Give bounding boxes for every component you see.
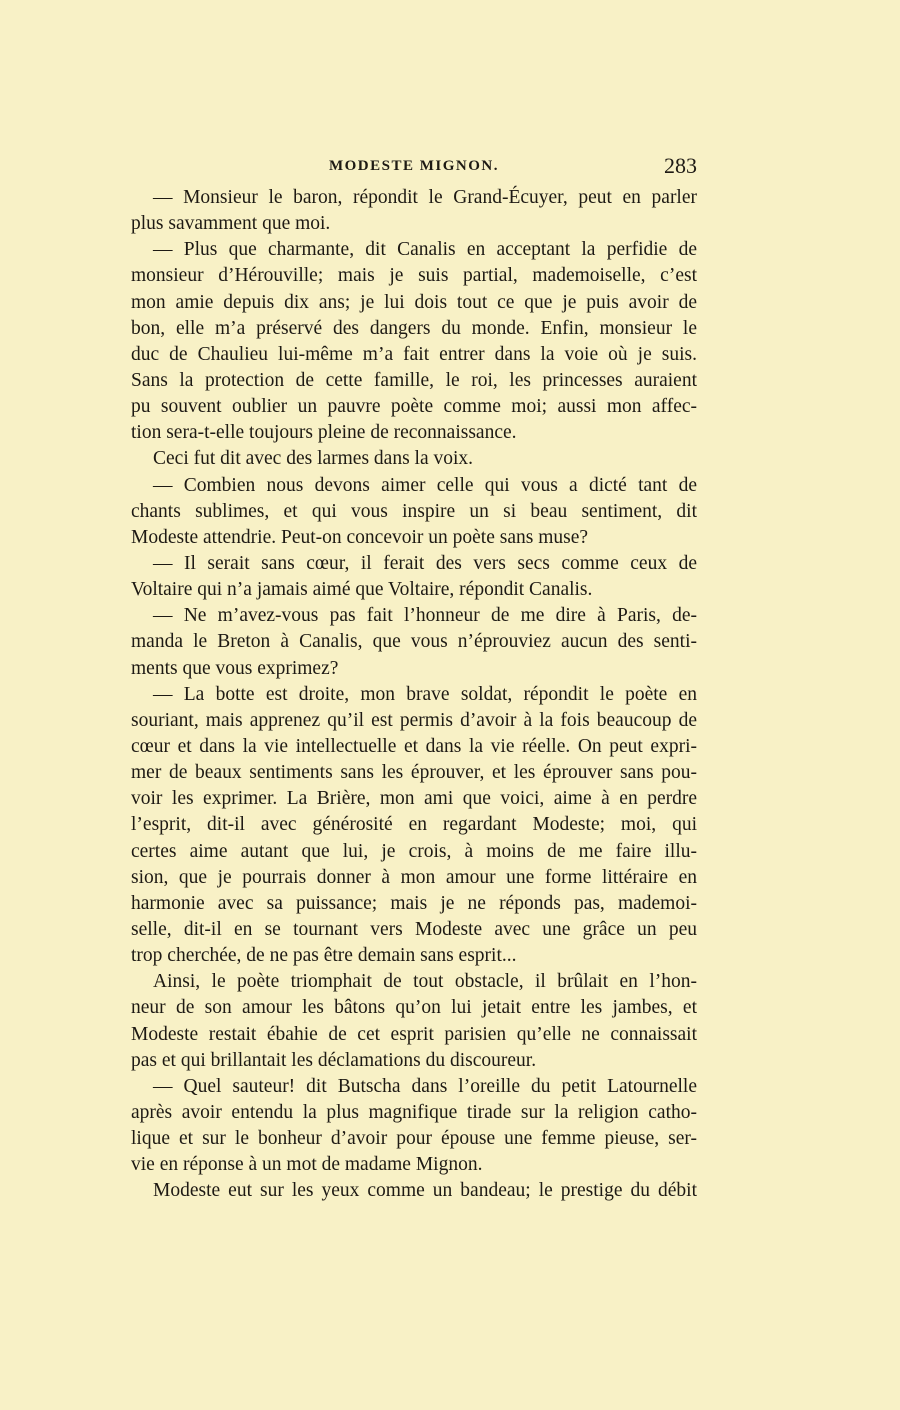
text-line: — Combien nous devons aimer celle qui vous a dicté tant de: [153, 474, 697, 496]
text-line: Voltaire qui n’a jamais aimé que Voltaire, répondit Canalis.: [131, 579, 593, 601]
text-line: plus savamment que moi.: [131, 213, 331, 235]
text-line: vie en réponse à un mot de madame Mignon.: [131, 1154, 483, 1176]
text-line: Modeste eut sur les yeux comme un bandeau; le prestige du débit: [153, 1180, 697, 1202]
text-line: lique et sur le bonheur d’avoir pour épouse une femme pieuse, ser-: [131, 1128, 697, 1150]
text-line: Modeste attendrie. Peut-on concevoir un poète sans muse?: [131, 526, 589, 548]
text-line: Ceci fut dit avec des larmes dans la voix.: [153, 448, 474, 470]
text-line: tion sera-t-elle toujours pleine de reconnaissance.: [131, 422, 517, 444]
running-header: [131, 155, 697, 181]
text-line: bon, elle m’a préservé des dangers du monde. Enfin, monsieur le: [131, 317, 697, 339]
text-line: — Il serait sans cœur, il ferait des vers secs comme ceux de: [153, 552, 697, 574]
page-number: 283: [664, 153, 697, 178]
text-line: — La botte est droite, mon brave soldat, répondit le poète en: [153, 683, 697, 705]
text-line: — Plus que charmante, dit Canalis en acceptant la perfidie de: [153, 239, 697, 261]
text-line: certes aime autant que lui, je crois, à moins de me faire illu-: [131, 840, 697, 862]
text-line: pu souvent oublier un pauvre poète comme moi; aussi mon affec-: [131, 396, 697, 418]
text-line: Sans la protection de cette famille, le roi, les princesses auraient: [131, 369, 697, 391]
text-line: Modeste restait ébahie de cet esprit parisien qu’elle ne connaissait: [131, 1023, 697, 1045]
text-line: monsieur d’Hérouville; mais je suis partial, mademoiselle, c’est: [131, 265, 697, 287]
text-line: trop cherchée, de ne pas être demain sans esprit...: [131, 945, 517, 967]
text-line: harmonie avec sa puissance; mais je ne réponds pas, mademoi-: [131, 892, 697, 914]
text-line: pas et qui brillantait les déclamations du discoureur.: [131, 1049, 537, 1071]
text-line: l’esprit, dit-il avec générosité en regardant Modeste; moi, qui: [131, 814, 697, 836]
running-title: MODESTE MIGNON.: [328, 158, 499, 174]
text-line: souriant, mais apprenez qu’il est permis d’avoir à la fois beaucoup de: [131, 709, 697, 731]
text-line: voir les exprimer. La Brière, mon ami que voici, aime à en perdre: [131, 788, 697, 810]
text-line: — Quel sauteur! dit Butscha dans l’oreille du petit Latournelle: [153, 1075, 697, 1097]
text-line: mer de beaux sentiments sans les éprouver, et les éprouver sans pou-: [131, 762, 697, 784]
text-line: chants sublimes, et qui vous inspire un si beau sentiment, dit: [131, 500, 697, 522]
text-line: ments que vous exprimez?: [131, 657, 339, 679]
text-line: — Ne m’avez-vous pas fait l’honneur de me dire à Paris, de-: [153, 605, 697, 627]
text-line: neur de son amour les bâtons qu’on lui jetait entre les jambes, et: [131, 997, 697, 1019]
text-line: selle, dit-il en se tournant vers Modeste avec une grâce un peu: [131, 918, 697, 940]
page-body-text: [131, 185, 697, 1204]
text-line: après avoir entendu la plus magnifique tirade sur la religion catho-: [131, 1101, 697, 1123]
text-line: duc de Chaulieu lui-même m’a fait entrer dans la voie où je suis.: [131, 343, 697, 365]
text-line: Ainsi, le poète triomphait de tout obstacle, il brûlait en l’hon-: [153, 971, 697, 993]
text-line: — Monsieur le baron, répondit le Grand-Écuyer, peut en parler: [153, 187, 697, 208]
text-line: cœur et dans la vie intellectuelle et dans la vie réelle. On peut expri-: [131, 735, 697, 757]
text-line: mon amie depuis dix ans; je lui dois tout ce que je puis avoir de: [131, 291, 697, 313]
text-line: manda le Breton à Canalis, que vous n’éprouviez aucun des senti-: [131, 631, 697, 653]
text-line: sion, que je pourrais donner à mon amour une forme littéraire en: [131, 866, 697, 888]
